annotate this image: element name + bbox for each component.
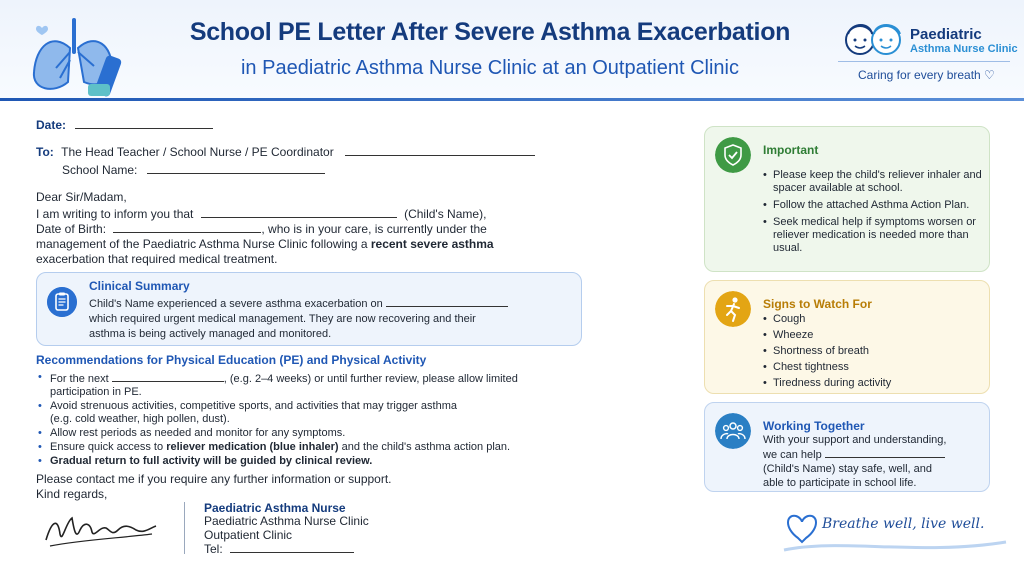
- rec-text: and the child's asthma action plan.: [341, 441, 511, 453]
- page-subtitle: in Paediatric Asthma Nurse Clinic at an Outpatient Clinic: [240, 57, 739, 79]
- logo-line2: Asthma Nurse Clinic: [910, 43, 1018, 55]
- page-header: [0, 0, 1024, 100]
- signature-divider: [184, 502, 185, 554]
- summary-line: Child's Name experienced a severe asthma exacerbation on: [89, 298, 383, 310]
- signs-title: Signs to Watch For: [763, 297, 872, 311]
- intro-text: I am writing to inform you that: [36, 207, 194, 221]
- dob-field[interactable]: [113, 222, 261, 233]
- group-people-icon: [715, 413, 751, 449]
- signature-icon: [40, 500, 200, 560]
- logo-tagline: Caring for every breath ♡: [858, 68, 995, 82]
- signatory-name: Paediatric Asthma Nurse: [204, 501, 346, 515]
- list-item: • Seek medical help if symptoms worsen or reliever medication is needed more than usual.: [763, 216, 983, 255]
- rec-text: , (e.g. 2–4 weeks) or until further review, please allow limited: [223, 373, 518, 385]
- date-label: Date:: [36, 118, 67, 132]
- list-item: [36, 441, 596, 454]
- important-card: [704, 126, 990, 272]
- intro-text: Date of Birth:: [36, 222, 107, 236]
- to-text: The Head Teacher / School Nurse / PE Coordinator: [61, 145, 334, 159]
- greeting: Dear Sir/Madam,: [36, 190, 127, 204]
- footer-tagline: Breathe well, live well.: [822, 516, 985, 532]
- recommendations-list: [36, 371, 596, 469]
- intro-bold-text: recent severe asthma: [370, 237, 494, 251]
- clinical-summary-box: [36, 272, 582, 346]
- intro-text: , who is in your care, is currently under the: [261, 222, 487, 236]
- header-divider: [0, 98, 1024, 101]
- to-field[interactable]: [345, 145, 535, 156]
- signs-list: [763, 313, 983, 393]
- tel-field[interactable]: [230, 542, 354, 553]
- signatory-place: Outpatient Clinic: [204, 528, 293, 542]
- working-line: With your support and understanding,: [763, 434, 947, 446]
- list-item: • Shortness of breath: [763, 345, 983, 358]
- summary-title: Clinical Summary: [89, 279, 190, 293]
- footer-tagline-area: [780, 508, 1010, 558]
- children-faces-icon: [842, 18, 906, 58]
- regards-text: Kind regards,: [36, 487, 108, 501]
- rec-text: Ensure quick access to: [50, 441, 164, 453]
- school-row: [62, 163, 325, 178]
- important-list: [763, 169, 983, 259]
- page-title: School PE Letter After Severe Asthma Exacerbation: [189, 18, 791, 46]
- clinic-logo: [838, 16, 1018, 86]
- intro-text: (Child's Name),: [404, 207, 487, 221]
- working-child-name-field[interactable]: [825, 447, 945, 458]
- logo-divider: [838, 61, 1010, 62]
- working-line: we can help: [763, 449, 822, 461]
- exacerbation-date-field[interactable]: [386, 296, 508, 307]
- to-label: To:: [36, 145, 54, 159]
- rec-text: (e.g. cold weather, high pollen, dust).: [50, 413, 230, 425]
- signatory-clinic: Paediatric Asthma Nurse Clinic: [204, 514, 369, 528]
- signs-card: [704, 280, 990, 394]
- intro-line-2: [36, 222, 487, 237]
- list-item: • Please keep the child's reliever inhaler and spacer available at school.: [763, 169, 983, 195]
- summary-line: which required urgent medical management. They are now recovering and their: [89, 313, 476, 325]
- shield-check-icon: [715, 137, 751, 173]
- tel-row: [204, 542, 354, 556]
- list-item: [36, 455, 596, 468]
- school-label: School Name:: [62, 163, 138, 177]
- working-together-card: [704, 402, 990, 492]
- logo-line1: Paediatric: [910, 26, 982, 43]
- contact-text: Please contact me if you require any further information or support.: [36, 472, 392, 486]
- child-name-field[interactable]: [201, 207, 397, 218]
- working-line: able to participate in school life.: [763, 477, 917, 489]
- intro-line-3: [36, 237, 494, 252]
- rec-bold-text: reliever medication (blue inhaler): [166, 441, 339, 453]
- summary-text: [89, 296, 569, 342]
- list-item: • Wheeze: [763, 329, 983, 342]
- summary-line: asthma is being actively managed and monitored.: [89, 328, 332, 340]
- list-item: • Follow the attached Asthma Action Plan.: [763, 199, 983, 212]
- rec-text: participation in PE.: [50, 386, 142, 398]
- intro-text: management of the Paediatric Asthma Nurse Clinic following a: [36, 237, 368, 251]
- intro-line-4: exacerbation that required medical treatment.: [36, 252, 278, 266]
- working-title: Working Together: [763, 419, 865, 433]
- running-child-icon: [715, 291, 751, 327]
- list-item: • Cough: [763, 313, 983, 326]
- working-text: [763, 433, 981, 490]
- clipboard-icon: [47, 287, 77, 317]
- school-field[interactable]: [147, 163, 325, 174]
- list-item: [36, 371, 596, 399]
- rec-text: For the next: [50, 373, 109, 385]
- tel-label: Tel:: [204, 542, 223, 556]
- lungs-inhaler-icon: [22, 12, 142, 102]
- duration-field[interactable]: [112, 371, 224, 382]
- rec-bold-text: Gradual return to full activity will be guided by clinical review.: [50, 455, 373, 467]
- working-line: (Child's Name) stay safe, well, and: [763, 463, 932, 475]
- date-row: [36, 118, 213, 133]
- to-row: [36, 145, 535, 160]
- intro-line-1: [36, 207, 486, 222]
- important-title: Important: [763, 143, 819, 157]
- list-item: • Tiredness during activity: [763, 377, 983, 390]
- list-item: • Chest tightness: [763, 361, 983, 374]
- recommendations-title: Recommendations for Physical Education (PE) and Physical Activity: [36, 353, 427, 367]
- date-field[interactable]: [75, 118, 213, 129]
- list-item: • Allow rest periods as needed and monitor for any symptoms.: [36, 427, 596, 440]
- rec-text: Avoid strenuous activities, competitive sports, and activities that may trigger asthma: [50, 400, 457, 412]
- list-item: [36, 400, 596, 426]
